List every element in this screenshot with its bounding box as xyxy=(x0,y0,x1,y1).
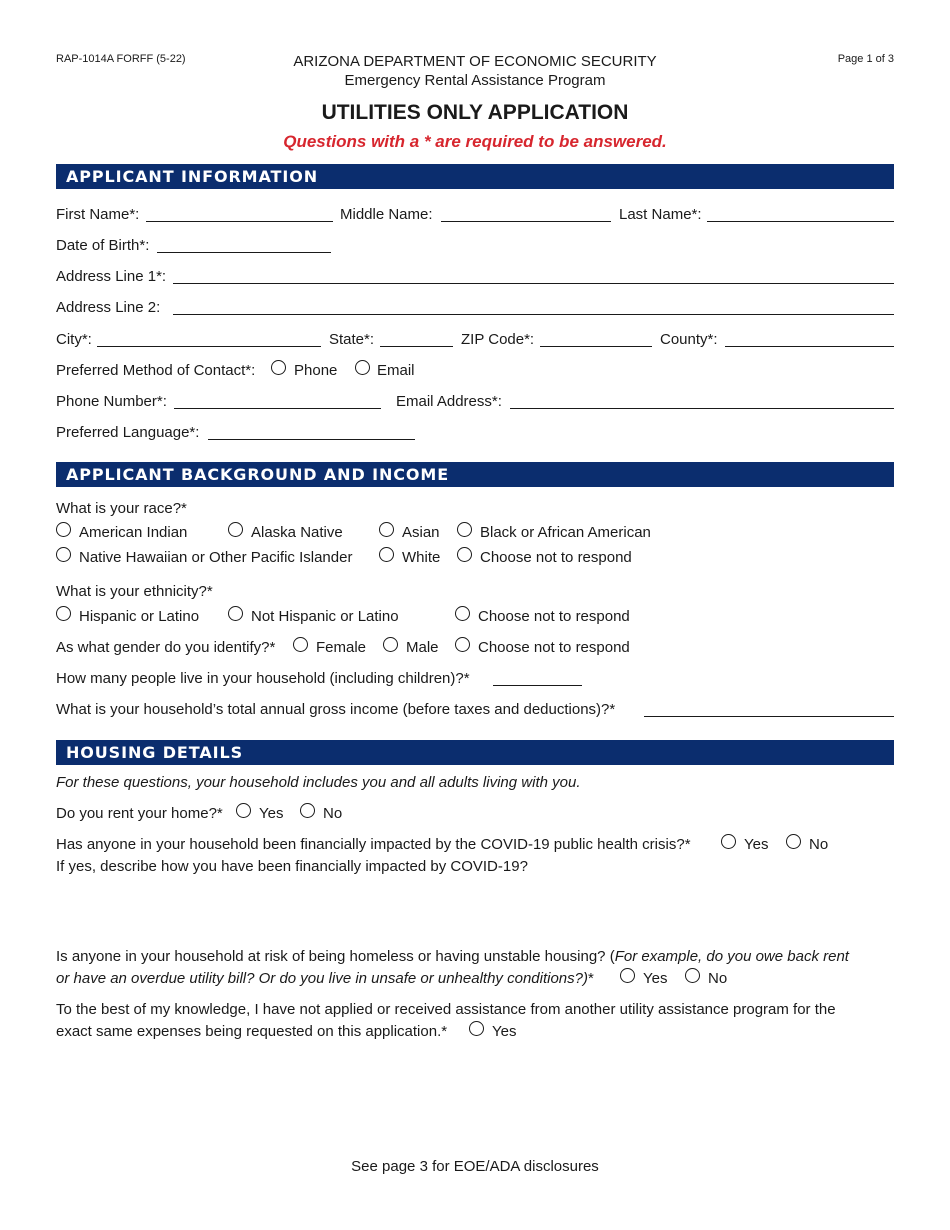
middle-name-field[interactable] xyxy=(441,221,611,222)
gender-no-response-radio[interactable] xyxy=(455,637,470,652)
assistance-yes-radio[interactable] xyxy=(469,1021,484,1036)
phone-label: Phone Number*: xyxy=(56,393,167,410)
email-label: Email Address*: xyxy=(396,393,502,410)
last-name-label: Last Name*: xyxy=(619,206,702,223)
risk-question-required: * xyxy=(587,970,594,987)
form-number: RAP-1014A FORFF (5-22) xyxy=(56,53,186,65)
gender-female-radio[interactable] xyxy=(293,637,308,652)
ethnicity-question: What is your ethnicity?* xyxy=(56,583,213,600)
zip-field[interactable] xyxy=(540,346,652,347)
gender-option: Choose not to respond xyxy=(478,639,630,656)
covid-describe-area[interactable] xyxy=(56,880,894,936)
risk-no-radio[interactable] xyxy=(685,968,700,983)
city-label: City*: xyxy=(56,331,92,348)
income-question: What is your household’s total annual gross income (before taxes and deductions)?* xyxy=(56,701,616,718)
race-question: What is your race?* xyxy=(56,500,187,517)
address1-field[interactable] xyxy=(173,283,894,284)
gender-option: Female xyxy=(316,639,367,656)
rent-yes-radio[interactable] xyxy=(236,803,251,818)
household-size-question: How many people live in your household (including children)?* xyxy=(56,670,470,687)
footer-disclosure: See page 3 for EOE/ADA disclosures xyxy=(351,1158,599,1175)
risk-yes-radio[interactable] xyxy=(620,968,635,983)
race-white-radio[interactable] xyxy=(379,547,394,562)
first-name-label: First Name*: xyxy=(56,206,140,223)
risk-question-example-cont: or have an overdue utility bill? Or do you live in unsafe or unhealthy conditions?) xyxy=(56,970,588,987)
ethnicity-option: Not Hispanic or Latino xyxy=(251,608,399,625)
contact-phone-radio[interactable] xyxy=(271,360,286,375)
rent-no-label: No xyxy=(323,805,343,822)
rent-question: Do you rent your home?* xyxy=(56,805,223,822)
county-field[interactable] xyxy=(725,346,894,347)
ethnicity-option: Choose not to respond xyxy=(478,608,630,625)
race-black-radio[interactable] xyxy=(457,522,472,537)
race-no-response-radio[interactable] xyxy=(457,547,472,562)
page-number: Page 1 of 3 xyxy=(837,53,894,65)
required-note: Questions with a * are required to be answered. xyxy=(283,132,667,151)
covid-no-radio[interactable] xyxy=(786,834,801,849)
race-option: Native Hawaiian or Other Pacific Islander xyxy=(79,549,353,566)
state-label: State*: xyxy=(329,331,375,348)
risk-question-line2 xyxy=(56,970,594,988)
language-label: Preferred Language*: xyxy=(56,424,200,441)
race-asian-radio[interactable] xyxy=(379,522,394,537)
gender-question: As what gender do you identify?* xyxy=(56,639,276,656)
race-option: Black or African American xyxy=(480,524,651,541)
race-option: Asian xyxy=(402,524,440,541)
assistance-yes-label: Yes xyxy=(492,1023,517,1040)
contact-phone-label: Phone xyxy=(294,362,338,379)
section-background-income: APPLICANT BACKGROUND AND INCOME xyxy=(56,462,894,487)
race-pacific-islander-radio[interactable] xyxy=(56,547,71,562)
city-field[interactable] xyxy=(97,346,321,347)
program-name: Emergency Rental Assistance Program xyxy=(344,72,606,89)
race-option: American Indian xyxy=(79,524,188,541)
ethnicity-not-hispanic-radio[interactable] xyxy=(228,606,243,621)
last-name-field[interactable] xyxy=(707,221,894,222)
rent-yes-label: Yes xyxy=(259,805,284,822)
housing-intro: For these questions, your household includes you and all adults living with you. xyxy=(56,774,581,791)
dob-field[interactable] xyxy=(157,252,331,253)
address2-field[interactable] xyxy=(173,314,894,315)
language-field[interactable] xyxy=(208,439,415,440)
race-alaska-native-radio[interactable] xyxy=(228,522,243,537)
contact-method-label: Preferred Method of Contact*: xyxy=(56,362,256,379)
race-american-indian-radio[interactable] xyxy=(56,522,71,537)
risk-question-line1 xyxy=(56,948,849,966)
zip-label: ZIP Code*: xyxy=(461,331,535,348)
contact-email-radio[interactable] xyxy=(355,360,370,375)
assistance-question-line2: exact same expenses being requested on this application.* xyxy=(56,1023,448,1040)
gender-male-radio[interactable] xyxy=(383,637,398,652)
address2-label: Address Line 2: xyxy=(56,299,161,316)
state-field[interactable] xyxy=(380,346,453,347)
phone-field[interactable] xyxy=(174,408,381,409)
address1-label: Address Line 1*: xyxy=(56,268,167,285)
section-housing-details: HOUSING DETAILS xyxy=(56,740,894,765)
ethnicity-no-response-radio[interactable] xyxy=(455,606,470,621)
page-title: UTILITIES ONLY APPLICATION xyxy=(321,101,629,124)
middle-name-label: Middle Name: xyxy=(340,206,433,223)
race-option: White xyxy=(402,549,441,566)
race-option: Alaska Native xyxy=(251,524,343,541)
risk-question-example: For example, do you owe back rent xyxy=(614,948,849,965)
email-field[interactable] xyxy=(510,408,894,409)
race-option: Choose not to respond xyxy=(480,549,632,566)
covid-question: Has anyone in your household been financially impacted by the COVID-19 public health crisis?* xyxy=(56,836,691,853)
department-name: ARIZONA DEPARTMENT OF ECONOMIC SECURITY xyxy=(293,53,657,70)
assistance-question-line1: To the best of my knowledge, I have not applied or received assistance from another utility assistance program for the xyxy=(56,1001,836,1018)
ethnicity-option: Hispanic or Latino xyxy=(79,608,200,625)
covid-yes-radio[interactable] xyxy=(721,834,736,849)
rent-no-radio[interactable] xyxy=(300,803,315,818)
risk-yes-label: Yes xyxy=(643,970,668,987)
risk-no-label: No xyxy=(708,970,728,987)
first-name-field[interactable] xyxy=(146,221,333,222)
risk-question-text: Is anyone in your household at risk of being homeless or having unstable housing? ( xyxy=(56,948,615,965)
covid-describe-prompt: If yes, describe how you have been financially impacted by COVID-19? xyxy=(56,858,528,875)
gender-option: Male xyxy=(406,639,439,656)
covid-yes-label: Yes xyxy=(744,836,769,853)
county-label: County*: xyxy=(660,331,718,348)
contact-email-label: Email xyxy=(377,362,415,379)
ethnicity-hispanic-radio[interactable] xyxy=(56,606,71,621)
section-applicant-information: APPLICANT INFORMATION xyxy=(56,164,894,189)
dob-label: Date of Birth*: xyxy=(56,237,150,254)
covid-no-label: No xyxy=(809,836,829,853)
household-size-field[interactable] xyxy=(493,685,582,686)
income-field[interactable] xyxy=(644,716,894,717)
